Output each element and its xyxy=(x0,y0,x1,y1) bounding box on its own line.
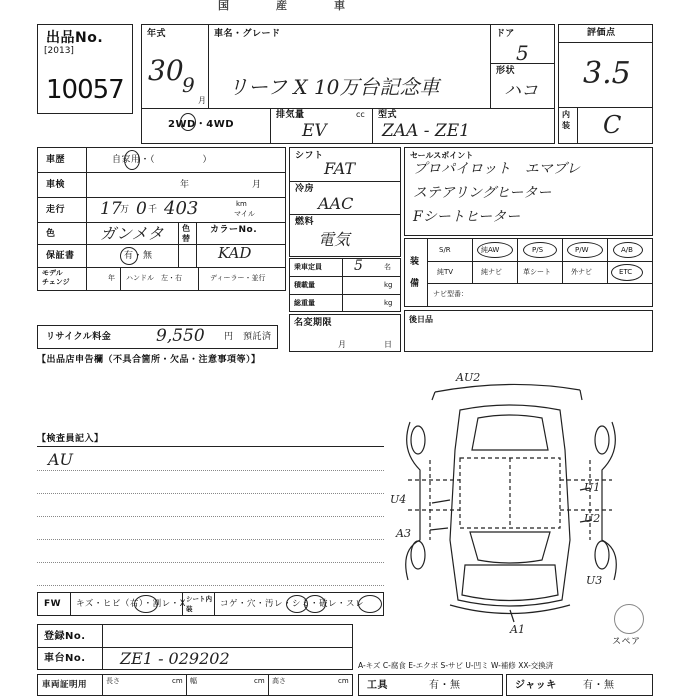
color-value: ガンメタ xyxy=(100,224,164,243)
cert-length-label: 長さ xyxy=(106,677,120,685)
seller-notes-label: 【出品店申告欄（不具合箇所・欠品・注意事項等）】 xyxy=(37,355,261,365)
mark-u3: U3 xyxy=(586,574,603,587)
model-value: リーフ X 10万台記念車 xyxy=(228,75,440,99)
registration-box xyxy=(37,624,353,670)
sales-point-line-1: プロパイロット エマブレ xyxy=(413,161,581,177)
title-change-month-unit: 月 xyxy=(338,340,346,349)
weight-label: 総重量 xyxy=(294,299,315,307)
interior-value: C xyxy=(603,111,622,139)
seat-circle-2 xyxy=(304,595,326,613)
month-unit: 月 xyxy=(198,96,206,105)
equip-circle-pw xyxy=(567,242,603,258)
mileage-man-value: 17 xyxy=(100,199,122,219)
chassis-label: 車台No. xyxy=(44,653,86,664)
color-label: 色 xyxy=(46,229,56,239)
equip-sr: S/R xyxy=(439,246,451,254)
score-box xyxy=(558,24,653,144)
recycle-box xyxy=(37,325,278,349)
mark-u2: U2 xyxy=(584,512,601,525)
lot-label: 出品No. xyxy=(46,30,104,46)
history-label: 車歴 xyxy=(46,155,66,165)
vehicle-info-box xyxy=(141,24,555,144)
equip-circle-ps xyxy=(523,242,557,258)
color-code-label: カラーNo. xyxy=(210,225,258,235)
mileage-rest-value: 403 xyxy=(164,198,199,219)
history-options: 自家用・（ ） xyxy=(112,155,213,165)
interior-label: 内装 xyxy=(562,110,570,130)
mileage-sen-unit: 千 xyxy=(148,205,158,215)
doors-value: 5 xyxy=(516,41,529,65)
tools-label: 工具 xyxy=(367,680,388,691)
model-change-label-b: チェンジ xyxy=(42,278,70,286)
equipment-box xyxy=(404,238,653,307)
spare-tire-icon xyxy=(614,604,644,634)
warranty-options: 有・無 xyxy=(124,251,153,261)
displacement-label: 排気量 xyxy=(276,110,305,120)
sales-point-line-3: Fシートヒーター xyxy=(413,209,521,225)
score-value: 3.5 xyxy=(583,56,631,91)
equip-ext-navi: 外ナビ xyxy=(571,268,592,276)
equip-circle-ab xyxy=(613,242,643,258)
spare-label: スペア xyxy=(612,637,641,647)
fw-label: FW xyxy=(44,599,62,609)
equip-tv: 純TV xyxy=(437,268,454,276)
drive-circle-mark xyxy=(180,113,196,131)
inspector-label: 【検査員記入】 xyxy=(37,434,104,444)
mileage-man-unit: 万 xyxy=(120,205,130,215)
model-change-label-a: モデル xyxy=(42,269,63,277)
fw-circle-mark xyxy=(134,595,158,613)
drive-label: 2WD・4WD xyxy=(168,119,235,130)
mark-a3: A3 xyxy=(396,527,411,540)
later-equipment-label: 後日品 xyxy=(409,315,433,324)
mileage-sen-value: 0 xyxy=(136,199,147,219)
load-unit: kg xyxy=(384,281,393,289)
fuel-label: 燃料 xyxy=(295,217,315,227)
history-circle-mark xyxy=(124,150,140,170)
equip-aw: 純AW xyxy=(481,246,500,254)
title-change-day-unit: 日 xyxy=(384,340,392,349)
title-change-label: 名変期限 xyxy=(294,318,333,328)
sales-points-box xyxy=(404,147,653,236)
mileage-km-unit: km xyxy=(236,200,247,208)
year-value: 30 xyxy=(148,54,184,87)
shape-label: 形状 xyxy=(496,66,516,76)
registration-label: 登録No. xyxy=(44,631,86,642)
equipment-label: 装備 xyxy=(410,257,420,289)
equip-circle-etc xyxy=(611,264,643,281)
year-label: 年式 xyxy=(147,29,167,39)
color-change-label: 色替 xyxy=(182,224,190,243)
capacity-value: 5 xyxy=(354,258,363,274)
capacity-label: 乗車定員 xyxy=(294,263,322,271)
fuel-value: 電気 xyxy=(318,230,351,249)
cert-box xyxy=(37,674,353,696)
inspector-note: AU xyxy=(48,450,74,469)
cert-cm-3: cm xyxy=(338,677,349,685)
seat-label: シート内装 xyxy=(186,595,212,613)
score-label: 評価点 xyxy=(587,28,616,38)
type-code-label: 型式 xyxy=(378,110,398,120)
fw-box xyxy=(37,592,384,616)
equip-navi: 純ナビ xyxy=(481,268,502,276)
lot-number-box xyxy=(37,24,133,114)
lot-year-tag: [2013] xyxy=(44,46,74,56)
equip-ps: P/S xyxy=(532,246,544,254)
capacity-box xyxy=(289,258,401,312)
fw-items: キズ・ヒビ（右）・割レ・X xyxy=(76,599,186,609)
chassis-value: ZE1 - 029202 xyxy=(120,649,230,668)
mark-a1: A1 xyxy=(510,623,525,636)
handle-options: ハンドル 左・右 xyxy=(126,274,182,282)
color-code-value: KAD xyxy=(218,244,252,262)
shift-value: FAT xyxy=(324,159,356,178)
sales-point-line-2: ステアリングヒーター xyxy=(413,185,552,201)
load-label: 積載量 xyxy=(294,281,315,289)
equip-circle-aw xyxy=(477,242,513,258)
doors-label: ドア xyxy=(496,29,515,39)
tools-options: 有・無 xyxy=(429,680,461,691)
jack-box xyxy=(506,674,653,696)
jack-label: ジャッキ xyxy=(515,680,557,691)
jack-options: 有・無 xyxy=(583,680,615,691)
mark-u1: U1 xyxy=(584,481,601,494)
title-change-box xyxy=(289,314,401,352)
mark-u4: U4 xyxy=(390,493,407,506)
details-box xyxy=(37,147,286,291)
cert-cm-2: cm xyxy=(254,677,265,685)
warranty-label: 保証書 xyxy=(46,251,75,261)
equip-etc: ETC xyxy=(619,268,633,276)
weight-unit: kg xyxy=(384,299,393,307)
equip-ab: A/B xyxy=(621,246,633,254)
inspection-month-unit: 月 xyxy=(252,180,262,190)
warranty-circle-mark xyxy=(120,247,138,265)
damage-legend: A-キズ C-腐食 E-エクボ S-サビ U-凹ミ W-補修 XX-交換済 xyxy=(358,661,554,670)
cert-height-label: 高さ xyxy=(272,677,286,685)
inspection-label: 車検 xyxy=(46,180,66,190)
cert-width-label: 幅 xyxy=(190,677,197,685)
mark-au2: AU2 xyxy=(456,371,481,384)
lot-number: 10057 xyxy=(46,75,124,105)
equip-pw: P/W xyxy=(575,246,589,254)
aircon-value: AAC xyxy=(318,194,354,213)
tools-box xyxy=(358,674,503,696)
mileage-label: 走行 xyxy=(46,205,66,215)
recycle-value: 9,550 xyxy=(156,326,205,346)
recycle-unit: 円 預託済 xyxy=(224,332,272,342)
car-damage-diagram xyxy=(390,360,660,630)
cert-cm-1: cm xyxy=(172,677,183,685)
navi-model-label: ナビ型番： xyxy=(433,290,468,298)
recycle-label: リサイクル料金 xyxy=(46,332,112,342)
aircon-label: 冷房 xyxy=(295,184,315,194)
displacement-value: EV xyxy=(302,121,327,141)
mileage-mile-unit: マイル xyxy=(234,210,255,218)
month-value: 9 xyxy=(182,73,195,97)
dealer-options: ディーラー・並行 xyxy=(210,274,266,282)
sales-points-label: セールスポイント xyxy=(410,151,474,160)
type-code-value: ZAA - ZE1 xyxy=(382,121,470,141)
seat-circle-3 xyxy=(358,595,382,613)
shape-value: ハコ xyxy=(504,81,538,101)
spec-box xyxy=(289,147,401,257)
later-equipment-box xyxy=(404,310,653,352)
cert-label: 車両証明用 xyxy=(42,680,88,690)
seat-items: コゲ・穴・汚レ・シミ・破レ・スレ xyxy=(220,599,365,609)
shift-label: シフト xyxy=(295,151,324,161)
inspection-year-unit: 年 xyxy=(180,180,190,190)
model-change-year-unit: 年 xyxy=(108,274,115,282)
displacement-unit: cc xyxy=(356,110,365,119)
form-type-heading: 国 産 車 xyxy=(218,0,363,12)
equip-leather: 革シート xyxy=(523,268,551,276)
model-label: 車名・グレード xyxy=(214,29,281,39)
capacity-unit: 名 xyxy=(384,263,391,271)
